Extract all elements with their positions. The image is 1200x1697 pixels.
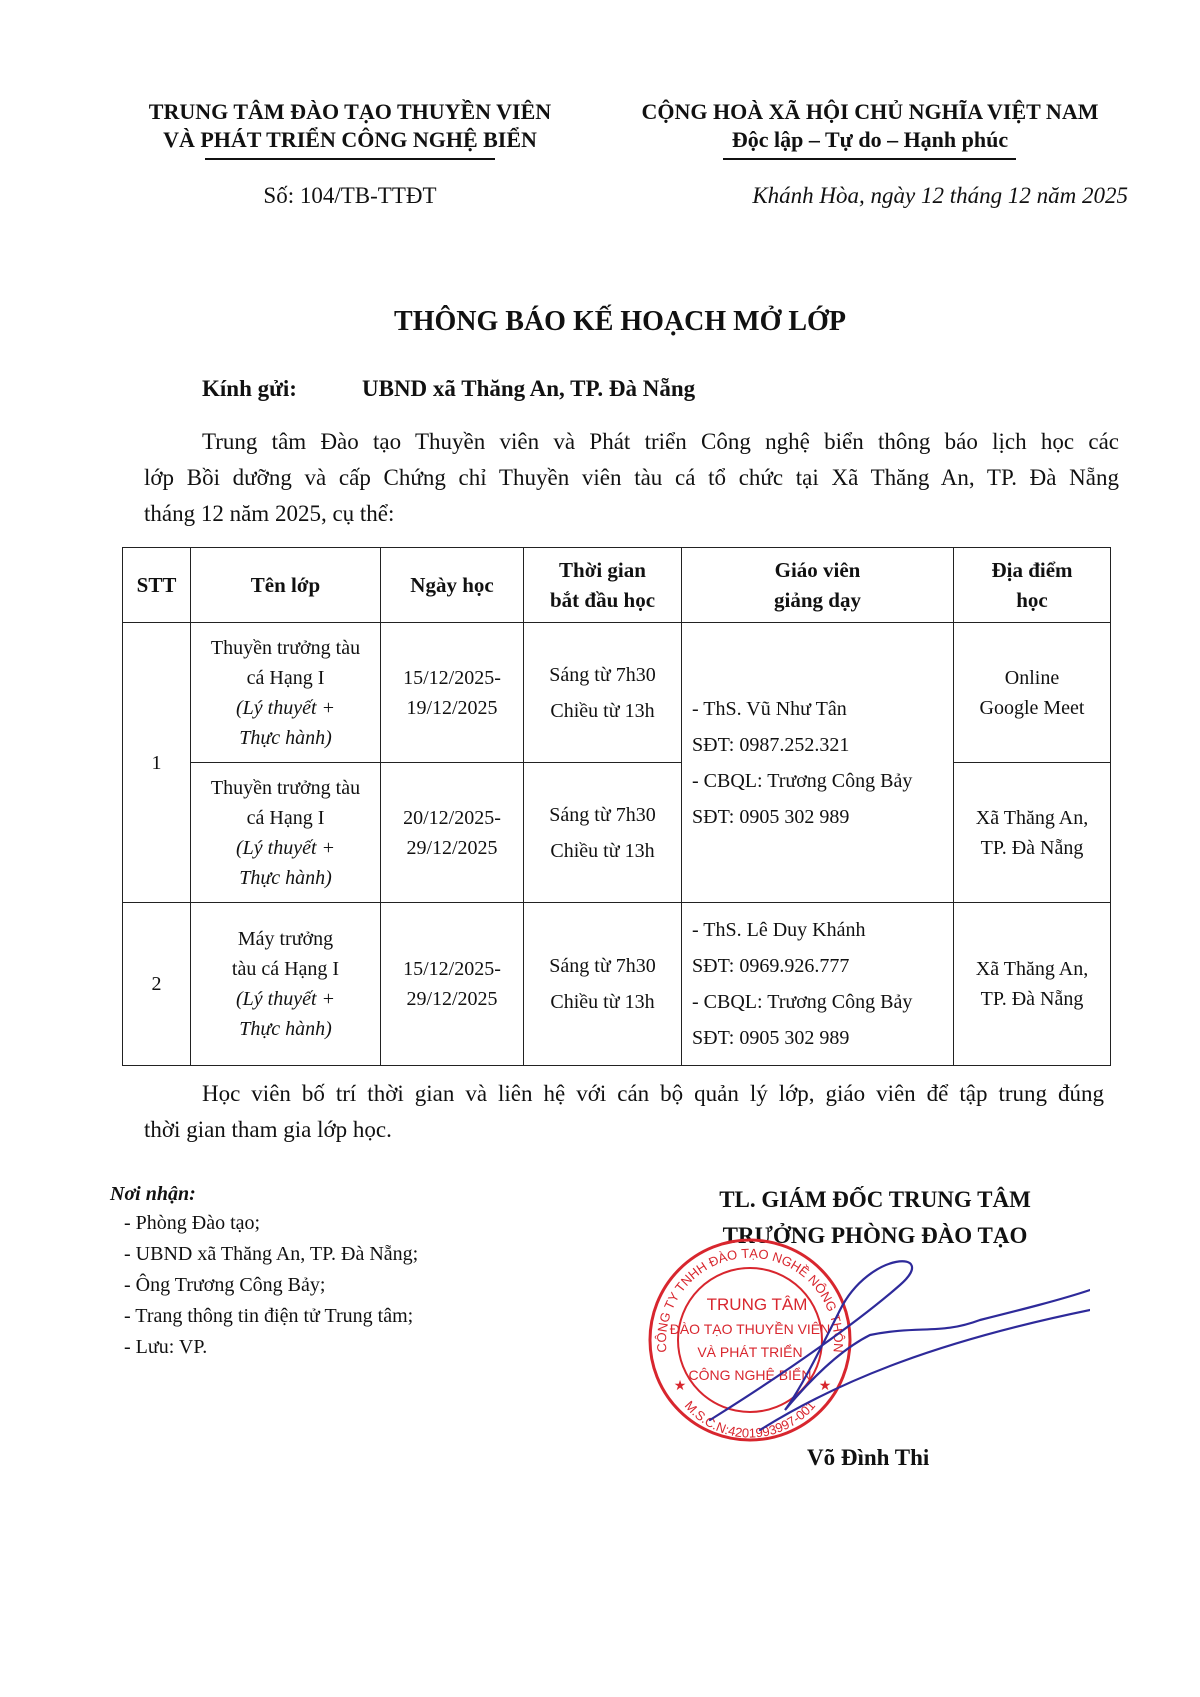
class-name: Thuyền trưởng tàu (210, 776, 361, 799)
teacher: - ThS. Vũ Như Tân (692, 697, 847, 720)
hdr-line: Địa điểm (991, 558, 1073, 582)
location-cell (954, 763, 1111, 903)
teacher-phone: SĐT: 0987.252.321 (692, 733, 850, 756)
recipients-list (124, 1208, 418, 1363)
location-cell (954, 623, 1111, 763)
table-row (123, 903, 1111, 1066)
manager: - CBQL: Trương Công Bảy (692, 769, 913, 792)
class-name: Thuyền trưởng tàu (210, 636, 361, 659)
recipient-item: - Phòng Đào tạo; (124, 1212, 261, 1234)
recipient: UBND xã Thăng An, TP. Đà Nẵng (362, 376, 696, 401)
doc-number: Số: 104/TB-TTĐT (263, 183, 437, 208)
class-name: cá Hạng I (246, 806, 325, 829)
date: 19/12/2025 (406, 696, 498, 719)
time-cell (524, 903, 682, 1066)
dates-cell (381, 903, 524, 1066)
time-cell (524, 763, 682, 903)
hdr-line: học (1016, 588, 1048, 612)
stt-cell: 2 (123, 903, 191, 1066)
hdr-line: giảng dạy (774, 588, 861, 612)
place-date-text: Khánh Hòa, ngày 12 tháng 12 năm 2025 (752, 183, 1128, 208)
class-name-cell (191, 903, 381, 1066)
intro-line: Trung tâm Đào tạo Thuyền viên và Phát triển Công nghệ biển thông báo lịch học các (202, 429, 1119, 454)
manager-phone: SĐT: 0905 302 989 (692, 1027, 850, 1049)
place-date (600, 183, 1140, 209)
signature-line2: TRƯỞNG PHÒNG ĐÀO TẠO (722, 1223, 1028, 1248)
class-name: tàu cá Hạng I (231, 958, 340, 980)
org-name (110, 98, 590, 154)
svg-text:CÔNG TY TNHH ĐÀO TẠO NGHỀ NÔNG: CÔNG TY TNHH ĐÀO TẠO NGHỀ NÔNG THÔN (653, 1245, 847, 1354)
location: Xã Thăng An, (975, 958, 1089, 980)
signer-name: Võ Đình Thi (807, 1445, 930, 1470)
motto-underline (723, 158, 1016, 160)
recipient-item: - UBND xã Thăng An, TP. Đà Nẵng; (124, 1243, 419, 1265)
class-note: Thực hành) (239, 866, 332, 889)
location: Google Meet (979, 696, 1085, 719)
intro-line: tháng 12 năm 2025, cụ thể: (144, 501, 395, 526)
nation-line1: CỘNG HOÀ XÃ HỘI CHỦ NGHĨA VIỆT NAM (641, 99, 1099, 124)
org-line1: TRUNG TÂM ĐÀO TẠO THUYỀN VIÊN (148, 99, 552, 124)
org-line2: VÀ PHÁT TRIỂN CÔNG NGHỆ BIỂN (163, 127, 537, 152)
intro-paragraph (144, 424, 1119, 532)
date: 29/12/2025 (406, 836, 498, 859)
col-start-time (524, 548, 682, 623)
class-name-cell (191, 763, 381, 903)
location: TP. Đà Nẵng (980, 836, 1084, 859)
time-cell (524, 623, 682, 763)
class-name-cell (191, 623, 381, 763)
col-class-name: Tên lớp (191, 548, 381, 623)
class-schedule-table (122, 547, 1111, 1066)
recipient-item: - Trang thông tin điện tử Trung tâm; (124, 1305, 414, 1327)
intro-line: lớp Bồi dưỡng và cấp Chứng chỉ Thuyền viên tàu cá tổ chức tại Xã Thăng An, TP. Đà Nẵng (144, 465, 1119, 490)
class-note: (Lý thuyết + (235, 696, 336, 719)
time: Chiều từ 13h (550, 699, 655, 722)
date: 29/12/2025 (406, 988, 498, 1010)
recipients-block (110, 1180, 418, 1363)
class-name: cá Hạng I (246, 666, 325, 689)
time: Sáng từ 7h30 (549, 803, 656, 826)
teacher: - ThS. Lê Duy Khánh (692, 919, 866, 941)
stt-cell: 1 (123, 623, 191, 903)
teacher-phone: SĐT: 0969.926.777 (692, 955, 850, 977)
dates-cell (381, 623, 524, 763)
svg-text:VÀ PHÁT TRIỂN: VÀ PHÁT TRIỂN (697, 1344, 803, 1360)
date: 20/12/2025- (403, 806, 501, 829)
col-dates: Ngày học (381, 548, 524, 623)
location: Online (1004, 666, 1060, 689)
col-location (954, 548, 1111, 623)
hdr-line: bắt đầu học (549, 588, 656, 612)
class-note: (Lý thuyết + (235, 988, 336, 1010)
svg-text:TRUNG TÂM: TRUNG TÂM (706, 1295, 808, 1314)
nation-motto (600, 98, 1140, 154)
location-cell (954, 903, 1111, 1066)
svg-text:CÔNG NGHỆ BIỂN: CÔNG NGHỆ BIỂN (688, 1367, 812, 1383)
table-row (123, 763, 1111, 903)
class-note: (Lý thuyết + (235, 836, 336, 859)
teachers-cell (682, 623, 954, 903)
svg-text:★: ★ (673, 1377, 687, 1393)
manager-phone: SĐT: 0905 302 989 (692, 805, 850, 828)
stamp-and-signature (640, 1230, 1090, 1460)
svg-text:ĐÀO TẠO THUYỀN VIÊN: ĐÀO TẠO THUYỀN VIÊN (669, 1321, 831, 1337)
time: Chiều từ 13h (550, 991, 655, 1013)
dates-cell (381, 763, 524, 903)
col-stt: STT (123, 548, 191, 623)
location: Xã Thăng An, (975, 806, 1089, 829)
class-note: Thực hành) (239, 726, 332, 749)
time: Chiều từ 13h (550, 839, 655, 862)
recipient-item: - Ông Trương Công Bảy; (124, 1274, 326, 1296)
time: Sáng từ 7h30 (549, 955, 656, 977)
date: 15/12/2025- (403, 958, 501, 980)
location: TP. Đà Nẵng (980, 988, 1084, 1010)
svg-text:M.S.C.N:4201993997-001: M.S.C.N:4201993997-001 (681, 1397, 819, 1441)
recipient-label: Kính gửi: (202, 376, 297, 401)
class-name: Máy trưởng (237, 928, 334, 950)
table-header-row (123, 548, 1111, 623)
manager: - CBQL: Trương Công Bảy (692, 991, 913, 1013)
class-note: Thực hành) (239, 1018, 332, 1040)
date: 15/12/2025- (403, 666, 501, 689)
col-teachers (682, 548, 954, 623)
page-title: THÔNG BÁO KẾ HOẠCH MỞ LỚP (394, 306, 846, 337)
red-stamp (650, 1240, 850, 1441)
org-underline (205, 158, 495, 160)
closing-line: thời gian tham gia lớp học. (144, 1117, 392, 1142)
signature-line1: TL. GIÁM ĐỐC TRUNG TÂM (719, 1187, 1031, 1212)
time: Sáng từ 7h30 (549, 663, 656, 686)
closing-paragraph (144, 1076, 1104, 1148)
teachers-cell (682, 903, 954, 1066)
hdr-line: Giáo viên (774, 558, 861, 582)
closing-line: Học viên bố trí thời gian và liên hệ với cán bộ quản lý lớp, giáo viên để tập trung đúng (202, 1081, 1104, 1106)
svg-text:★: ★ (818, 1377, 832, 1393)
nation-line2: Độc lập – Tự do – Hạnh phúc (731, 127, 1009, 152)
hdr-line: Thời gian (559, 558, 646, 582)
recipients-label: Nơi nhận: (110, 1183, 196, 1205)
table-row (123, 623, 1111, 763)
recipient-item: - Lưu: VP. (124, 1336, 208, 1358)
